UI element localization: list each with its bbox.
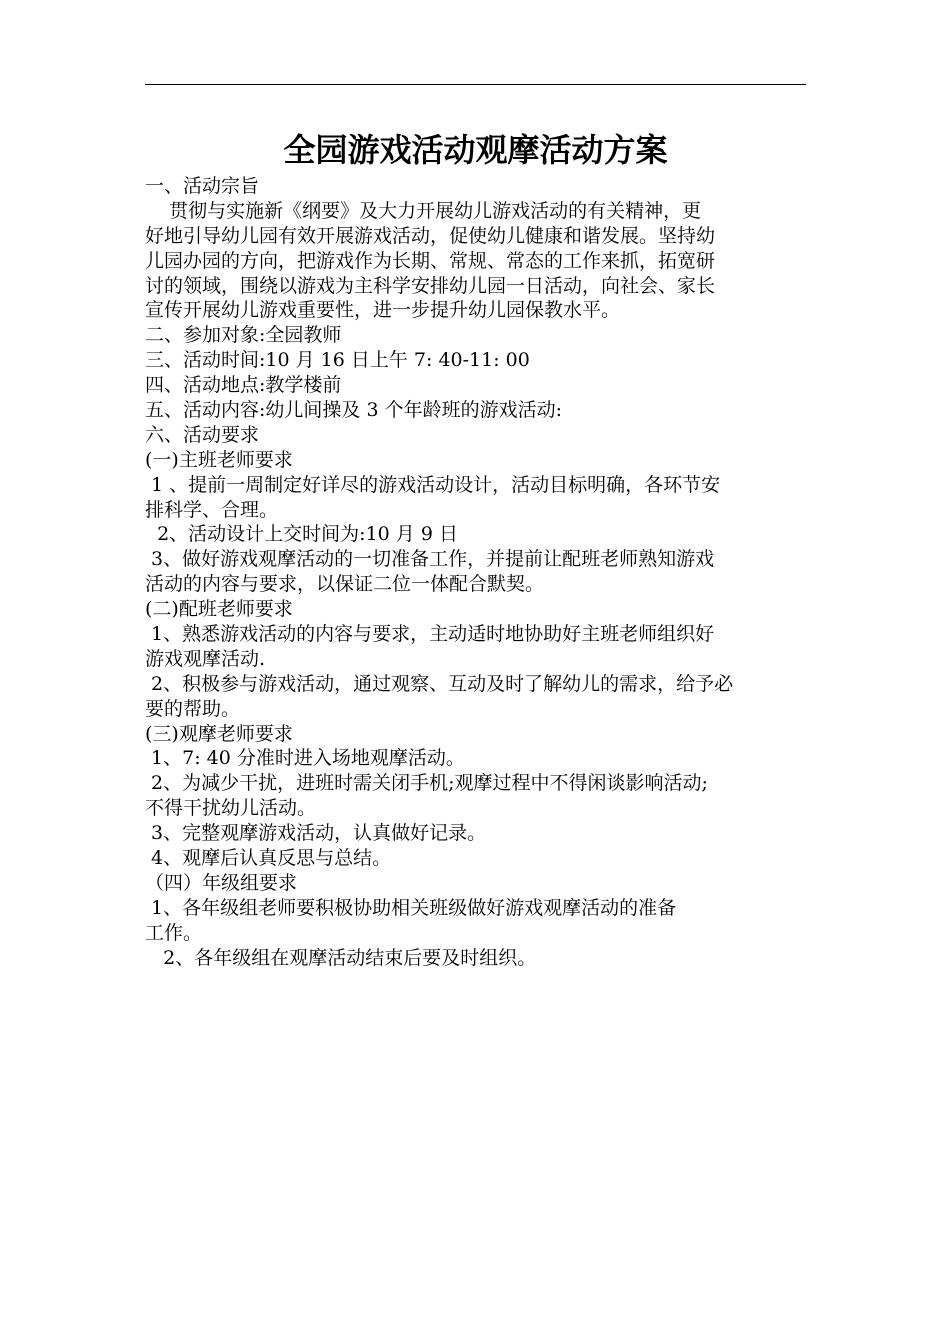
text-line: 2、活动设计上交时间为:10 月 9 日 — [145, 523, 458, 546]
text-line: 讨的领域，围绕以游戏为主科学安排幼儿园一日活动，向社会、家长 — [145, 274, 716, 297]
text-line: 好地引导幼儿园有效开展游戏活动，促使幼儿健康和谐发展。坚持幼 — [145, 224, 716, 247]
text-line: 二、参加对象:全园教师 — [145, 324, 342, 347]
text-line: 不得干扰幼儿活动。 — [145, 797, 317, 820]
text-line: 一、活动宗旨 — [145, 175, 260, 197]
text-line: 工作。 — [145, 921, 203, 944]
text-line: 1 、提前一周制定好详尽的游戏活动设计，活动目标明确，各环节安 — [145, 473, 721, 496]
text-line: (三)观摩老师要求 — [145, 722, 293, 745]
text-line: 游戏观摩活动. — [145, 647, 266, 670]
text-line: （四）年级组要求 — [145, 871, 298, 894]
document-body — [145, 174, 806, 971]
text-line: (二)配班老师要求 — [145, 598, 293, 621]
text-line: 宣传开展幼儿游戏重要性，进一步提升幼儿园保教水平。 — [145, 299, 621, 322]
text-line: 1、7: 40 分准时进入场地观摩活动。 — [145, 747, 465, 770]
header-rule — [145, 84, 806, 85]
text-line: 儿园办园的方向，把游戏作为长期、常规、常态的工作来抓，拓宽研 — [145, 249, 716, 272]
text-line: 三、活动时间:10 月 16 日上午 7: 40-11: 00 — [145, 349, 530, 372]
text-line: 4、观摩后认真反思与总结。 — [145, 847, 392, 870]
text-line: (一)主班老师要求 — [145, 448, 293, 471]
text-line: 要的帮助。 — [145, 697, 241, 720]
text-line: 2、为减少干扰，进班时需关闭手机;观摩过程中不得闲谈影响活动; — [145, 772, 708, 795]
text-line: 2、各年级组在观摩活动结束后要及时组织。 — [145, 946, 537, 969]
text-line: 1、熟悉游戏活动的内容与要求，主动适时地协助好主班老师组织好 — [145, 623, 715, 646]
text-line: 3、做好游戏观摩活动的一切准备工作，并提前让配班老师熟知游戏 — [145, 548, 715, 571]
text-line: 贯彻与实施新《纲要》及大力开展幼儿游戏活动的有关精神，更 — [145, 199, 702, 222]
text-line: 2、积极参与游戏活动，通过观察、互动及时了解幼儿的需求，给予必 — [145, 672, 734, 695]
text-line: 1、各年级组老师要积极协助相关班级做好游戏观摩活动的准备 — [145, 896, 677, 919]
text-line: 排科学、合理。 — [145, 498, 279, 521]
text-line: 六、活动要求 — [145, 423, 260, 446]
text-line: 活动的内容与要求，以保证二位一体配合默契。 — [145, 573, 545, 596]
text-line: 四、活动地点:教学楼前 — [145, 374, 342, 397]
document-title: 全园游戏活动观摩活动方案 — [283, 131, 668, 169]
text-line: 3、完整观摩游戏活动，认真做好记录。 — [145, 822, 487, 845]
text-line: 五、活动内容:幼儿间操及 3 个年龄班的游戏活动: — [145, 399, 562, 422]
